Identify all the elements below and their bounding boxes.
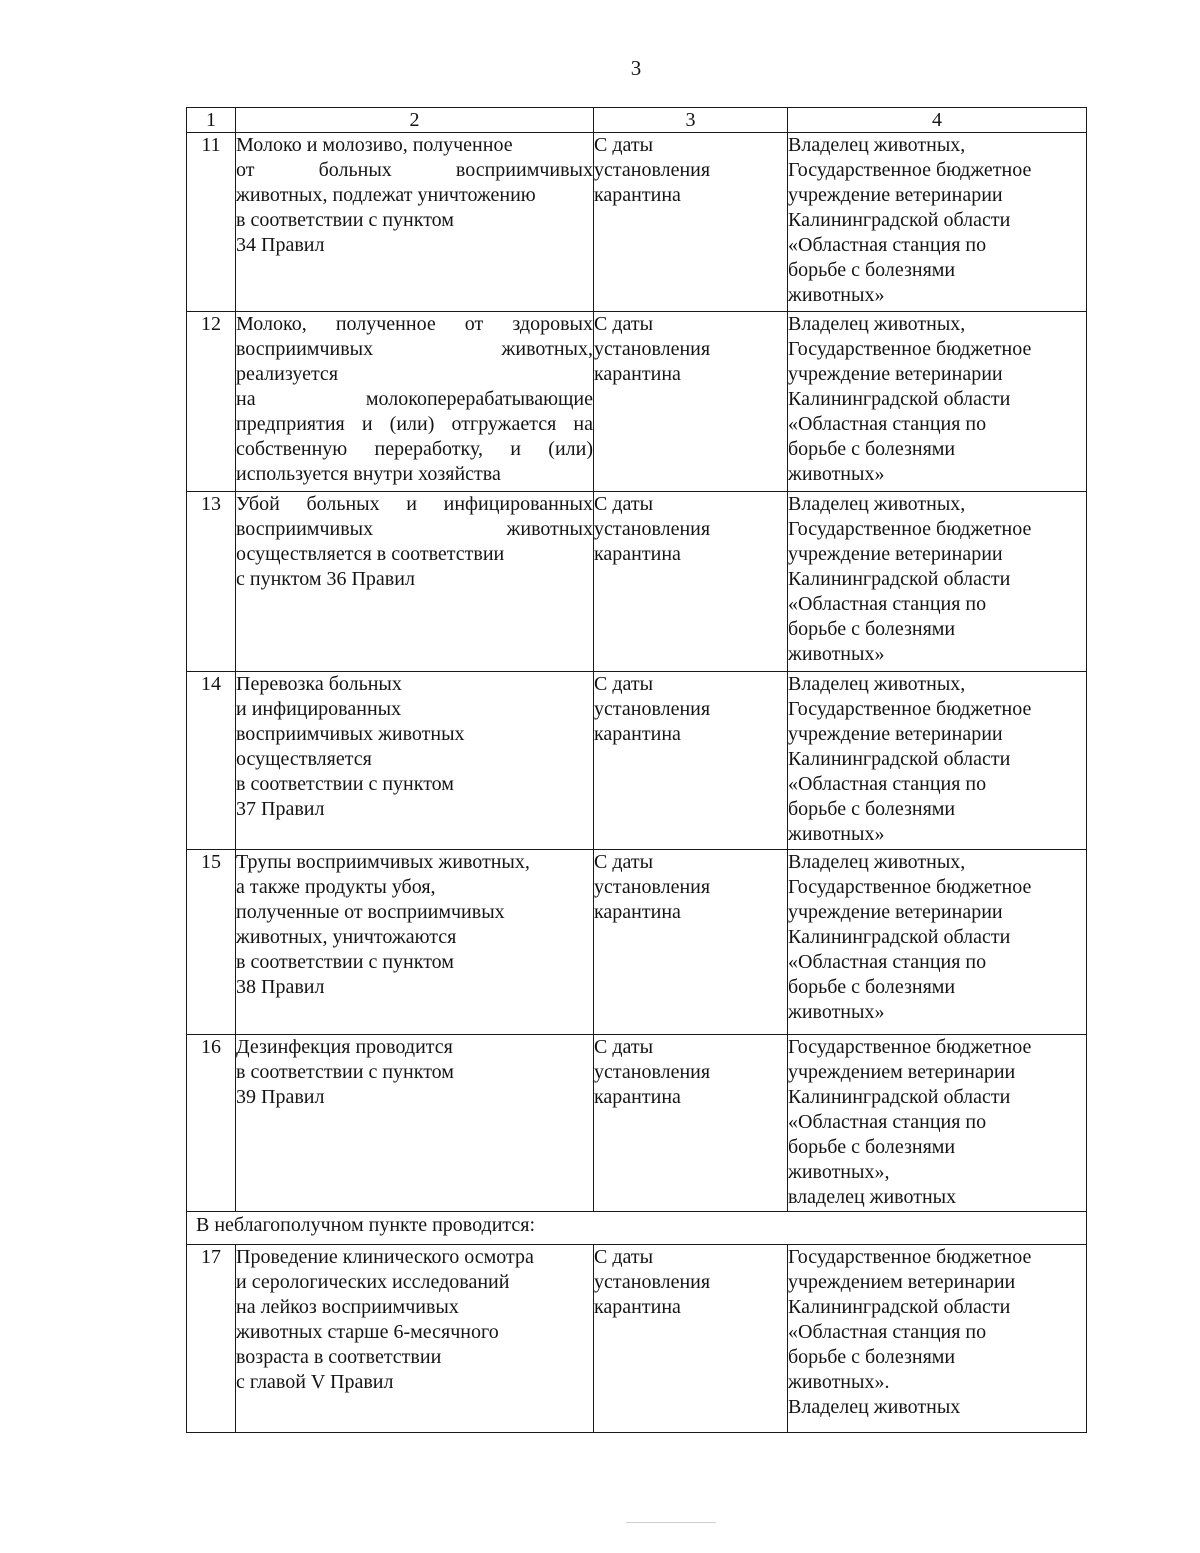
responsible-line: животных»,: [788, 1161, 890, 1183]
table-row: [187, 672, 1087, 850]
responsible-line: животных».: [788, 1371, 890, 1393]
responsible-line: Владелец животных,: [788, 313, 966, 335]
term-cell: [594, 133, 788, 312]
responsible-cell: [788, 312, 1087, 492]
measure-cell: [236, 1035, 594, 1212]
measure-line: Убой больных и инфицированных: [236, 493, 593, 515]
measure-cell: [236, 1245, 594, 1433]
measure-line: полученные от восприимчивых: [236, 901, 505, 923]
responsible-line: Калининградской области: [788, 926, 1011, 948]
row-number-cell: 12: [187, 312, 236, 492]
responsible-line: Владелец животных,: [788, 851, 966, 873]
term-line: С даты: [594, 1036, 654, 1058]
responsible-line: учреждение ветеринарии: [788, 184, 1003, 206]
responsible-line: борьбе с болезнями: [788, 1136, 956, 1158]
responsible-line: Калининградской области: [788, 1296, 1011, 1318]
term-line: карантина: [594, 901, 681, 923]
responsible-line: Калининградской области: [788, 748, 1011, 770]
measure-line: 39 Правил: [236, 1086, 325, 1108]
responsible-line: Владелец животных,: [788, 493, 966, 515]
measure-line: используется внутри хозяйства: [236, 463, 501, 485]
responsible-line: учреждением ветеринарии: [788, 1271, 1016, 1293]
responsible-cell: [788, 850, 1087, 1035]
term-line: установления: [594, 1271, 711, 1293]
responsible-line: борьбе с болезнями: [788, 976, 956, 998]
row-number-cell: 13: [187, 492, 236, 672]
term-cell: [594, 672, 788, 850]
measure-line: в соответствии с пунктом: [236, 1061, 454, 1083]
header-cell-responsible: 4: [788, 108, 1087, 133]
responsible-line: учреждение ветеринарии: [788, 723, 1003, 745]
responsible-line: Государственное бюджетное: [788, 1246, 1032, 1268]
measure-line: 38 Правил: [236, 976, 325, 998]
responsible-line: «Областная станция по: [788, 234, 987, 256]
measure-line: восприимчивых животных: [236, 723, 465, 745]
measure-line: восприимчивых животных: [236, 518, 593, 540]
responsible-line: Калининградской области: [788, 209, 1011, 231]
term-cell: [594, 1245, 788, 1433]
measure-line: осуществляется: [236, 748, 372, 770]
responsible-line: Владелец животных,: [788, 134, 966, 156]
header-cell-measure: 2: [236, 108, 594, 133]
table-row: [187, 1035, 1087, 1212]
responsible-cell: [788, 1245, 1087, 1433]
term-line: карантина: [594, 1296, 681, 1318]
measure-line: в соответствии с пунктом: [236, 209, 454, 231]
measures-table-body: [187, 108, 1087, 1433]
measure-line: 34 Правил: [236, 234, 325, 256]
measure-line: в соответствии с пунктом: [236, 773, 454, 795]
responsible-cell: [788, 492, 1087, 672]
row-number-cell: 17: [187, 1245, 236, 1433]
term-line: установления: [594, 876, 711, 898]
header-cell-number: 1: [187, 108, 236, 133]
measure-line: животных, уничтожаются: [236, 926, 457, 948]
responsible-line: учреждение ветеринарии: [788, 363, 1003, 385]
responsible-line: «Областная станция по: [788, 593, 987, 615]
responsible-line: животных»: [788, 1001, 885, 1023]
header-cell-term: 3: [594, 108, 788, 133]
responsible-line: Калининградской области: [788, 388, 1011, 410]
responsible-line: Государственное бюджетное: [788, 876, 1032, 898]
responsible-line: борьбе с болезнями: [788, 618, 956, 640]
responsible-line: борьбе с болезнями: [788, 798, 956, 820]
responsible-cell: [788, 1035, 1087, 1212]
responsible-line: животных»: [788, 463, 885, 485]
measure-line: животных старше 6-месячного: [236, 1321, 499, 1343]
measure-line: восприимчивых животных,: [236, 338, 593, 360]
responsible-line: Государственное бюджетное: [788, 1036, 1032, 1058]
row-number-cell: 14: [187, 672, 236, 850]
term-line: С даты: [594, 134, 654, 156]
measure-line: с главой V Правил: [236, 1371, 394, 1393]
measure-cell: [236, 492, 594, 672]
term-line: установления: [594, 338, 711, 360]
measure-line: Проведение клинического осмотра: [236, 1246, 534, 1268]
responsible-line: Государственное бюджетное: [788, 159, 1032, 181]
measure-line: Молоко, полученное от здоровых: [236, 313, 593, 335]
term-line: карантина: [594, 363, 681, 385]
responsible-line: «Областная станция по: [788, 1111, 987, 1133]
measure-line: осуществляется в соответствии: [236, 543, 505, 565]
responsible-line: Государственное бюджетное: [788, 338, 1032, 360]
responsible-line: учреждение ветеринарии: [788, 901, 1003, 923]
responsible-line: «Областная станция по: [788, 951, 987, 973]
responsible-line: борьбе с болезнями: [788, 1346, 956, 1368]
scan-artifact-line: [626, 1522, 716, 1523]
header-row: [187, 108, 1087, 133]
responsible-line: животных»: [788, 643, 885, 665]
term-line: С даты: [594, 313, 654, 335]
term-line: установления: [594, 698, 711, 720]
measure-line: животных, подлежат уничтожению: [236, 184, 536, 206]
responsible-cell: [788, 133, 1087, 312]
measure-line: в соответствии с пунктом: [236, 951, 454, 973]
responsible-line: учреждением ветеринарии: [788, 1061, 1016, 1083]
responsible-line: животных»: [788, 823, 885, 845]
table-row: [187, 1245, 1087, 1433]
term-line: С даты: [594, 851, 654, 873]
measure-line: и серологических исследований: [236, 1271, 510, 1293]
table-row: [187, 492, 1087, 672]
measure-line: собственную переработку, и (или): [236, 438, 593, 460]
term-line: установления: [594, 159, 711, 181]
measures-table: [186, 107, 1087, 1433]
responsible-line: Государственное бюджетное: [788, 518, 1032, 540]
term-cell: [594, 312, 788, 492]
term-line: С даты: [594, 1246, 654, 1268]
measure-line: Молоко и молозиво, полученное: [236, 134, 513, 156]
measure-line: с пунктом 36 Правил: [236, 568, 415, 590]
row-number-cell: 16: [187, 1035, 236, 1212]
term-line: карантина: [594, 723, 681, 745]
page-number: 3: [630, 56, 642, 80]
measure-cell: [236, 133, 594, 312]
term-line: карантина: [594, 1086, 681, 1108]
measure-line: Трупы восприимчивых животных,: [236, 851, 530, 873]
measure-line: и инфицированных: [236, 698, 402, 720]
responsible-line: Государственное бюджетное: [788, 698, 1032, 720]
section-heading-row: [187, 1212, 1087, 1245]
term-line: С даты: [594, 673, 654, 695]
term-line: установления: [594, 1061, 711, 1083]
row-number-cell: 11: [187, 133, 236, 312]
measure-line: 37 Правил: [236, 798, 325, 820]
responsible-line: учреждение ветеринарии: [788, 543, 1003, 565]
responsible-cell: [788, 672, 1087, 850]
measure-line: на лейкоз восприимчивых: [236, 1296, 459, 1318]
term-cell: [594, 492, 788, 672]
responsible-line: «Областная станция по: [788, 413, 987, 435]
measure-line: а также продукты убоя,: [236, 876, 436, 898]
responsible-line: Калининградской области: [788, 1086, 1011, 1108]
measure-line: возраста в соответствии: [236, 1346, 442, 1368]
term-line: установления: [594, 518, 711, 540]
table-row: [187, 312, 1087, 492]
measure-cell: [236, 672, 594, 850]
term-line: С даты: [594, 493, 654, 515]
responsible-line: Владелец животных,: [788, 673, 966, 695]
responsible-line: Калининградской области: [788, 568, 1011, 590]
measure-line: от больных восприимчивых: [236, 159, 593, 181]
term-cell: [594, 850, 788, 1035]
measure-cell: [236, 850, 594, 1035]
measure-line: предприятия и (или) отгружается на: [236, 413, 593, 435]
section-heading: В неблагополучном пункте проводится:: [187, 1212, 1087, 1245]
responsible-line: борьбе с болезнями: [788, 438, 956, 460]
responsible-line: «Областная станция по: [788, 1321, 987, 1343]
responsible-line: Владелец животных: [788, 1396, 961, 1418]
measure-line: Дезинфекция проводится: [236, 1036, 453, 1058]
measure-line: Перевозка больных: [236, 673, 402, 695]
term-line: карантина: [594, 543, 681, 565]
responsible-line: борьбе с болезнями: [788, 259, 956, 281]
measure-cell: [236, 312, 594, 492]
measure-line: на молокоперерабатывающие: [236, 388, 593, 410]
responsible-line: «Областная станция по: [788, 773, 987, 795]
measure-line: реализуется: [236, 363, 339, 385]
row-number-cell: 15: [187, 850, 236, 1035]
table-row: [187, 850, 1087, 1035]
table-row: [187, 133, 1087, 312]
term-line: карантина: [594, 184, 681, 206]
responsible-line: владелец животных: [788, 1186, 957, 1208]
term-cell: [594, 1035, 788, 1212]
responsible-line: животных»: [788, 284, 885, 306]
